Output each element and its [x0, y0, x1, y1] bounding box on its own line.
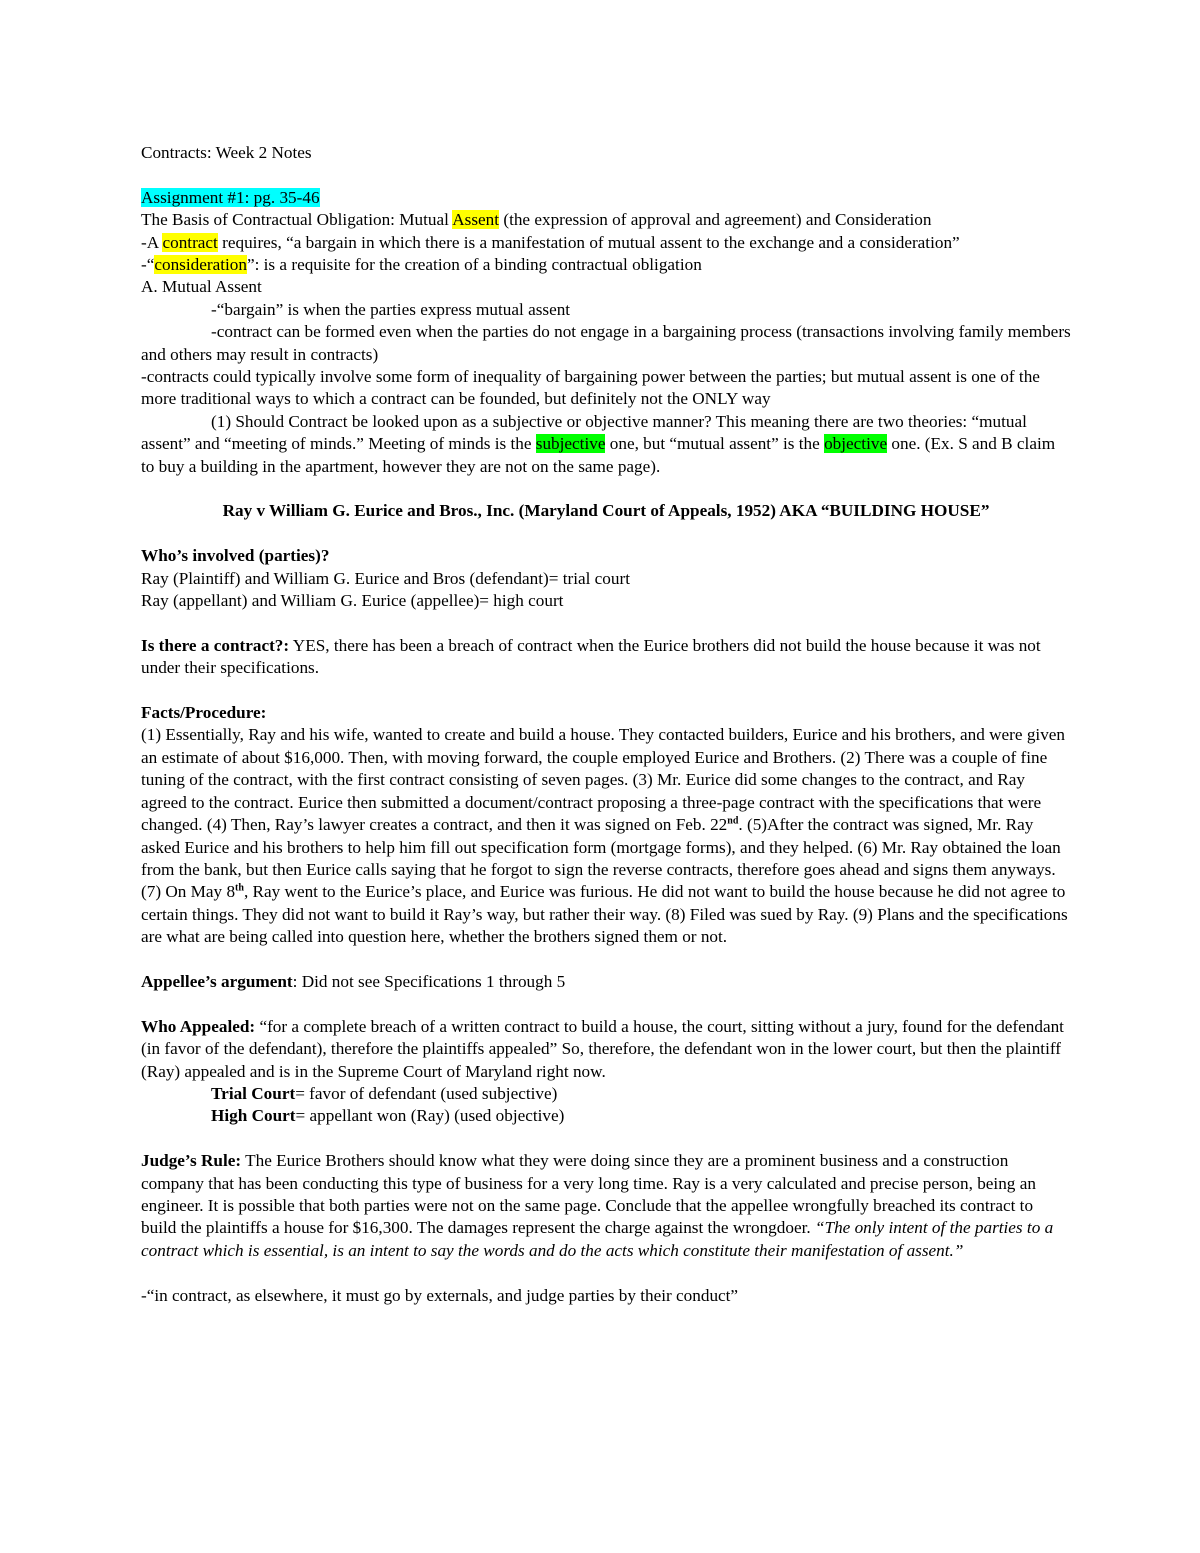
- bargain-line: -“bargain” is when the parties express mutual assent: [211, 299, 571, 319]
- trial-court-line: Trial Court= favor of defendant (used subjective): [211, 1083, 558, 1103]
- consideration-line: -“consideration”: is a requisite for the creation of a binding contractual obligation: [141, 255, 702, 275]
- inequality-line: -contracts could typically involve some form of inequality of bargaining power between the parties; but mutual assent is one of the more traditional ways to which a contract can be founded, but definitely not the ONLY way: [141, 367, 1040, 409]
- externals-line: -“in contract, as elsewhere, it must go by externals, and judge parties by their conduct”: [141, 1285, 739, 1305]
- subjective-highlight: subjective: [535, 434, 606, 454]
- who-appealed-label: Who Appealed:: [141, 1016, 256, 1036]
- parties-high: Ray (appellant) and William G. Eurice (appellee)= high court: [141, 591, 564, 611]
- judges-rule: Judge’s Rule: The Eurice Brothers should know what they were doing since they are a prominent business and a construction company that has been conducting this type of business for a very long time. Ray is a very calculated and precise person, being an engineer. It is possible that both parties were not on the same page. Conclude that the appellee wrongfully breached its contract to build the plaintiffs a house for $16,300. The damages represent the charge against the wrongdoer. “The only intent of the parties to a contract which is essential, is an intent to say the words and do the acts which constitute their manifestation of assent.”: [141, 1151, 1054, 1260]
- consideration-highlight: consideration: [154, 255, 247, 275]
- appellee-argument: Appellee’s argument: Did not see Specifications 1 through 5: [141, 971, 566, 991]
- contract-highlight: contract: [162, 232, 218, 252]
- facts-heading: Facts/Procedure:: [141, 703, 267, 723]
- case-title: Ray v William G. Eurice and Bros., Inc. (Maryland Court of Appeals, 1952) AKA “BUILDING HOUSE”: [222, 501, 990, 521]
- judges-quote: “The only intent of the parties to a contract which is essential, is an intent to say the words and do the acts which constitute their manifestation of assent.”: [141, 1218, 1054, 1260]
- basis-line: The Basis of Contractual Obligation: Mutual Assent (the expression of approval and agreement) and Consideration: [141, 210, 932, 230]
- judges-rule-label: Judge’s Rule:: [141, 1151, 242, 1171]
- facts-paragraph: (1) Essentially, Ray and his wife, wanted to create and build a house. They contacted builders, Eurice and his brothers, and were given an estimate of about $16,000. Then, with moving forward, the couple employed Eurice and Brothers. (2) There was a couple of fine tuning of the contract, with the first contract consisting of seven pages. (3) Mr. Eurice did some changes to the contract, and Ray agreed to the contract. Eurice then submitted a document/contract proposing a three-page contract with the specifications that were changed. (4) Then, Ray’s lawyer creates a contract, and then it was signed on Feb. 22nd. (5)After the contract was signed, Mr. Ray asked Eurice and his brothers to help him fill out specification form (mortgage forms), and they helped. (6) Mr. Ray obtained the loan from the bank, but then Eurice calls saying that he forgot to sign the reverse contracts, therefore goes ahead and signs them anyways. (7) On May 8th, Ray went to the Eurice’s place, and Eurice was furious. He did not want to build the house because he did not agree to certain things. They did not want to build it Ray’s way, but rather their way. (8) Filed was sued by Ray. (9) Plans and the specifications are what are being called into question here, whether the brothers signed them or not.: [141, 725, 1068, 947]
- objective-highlight: objective: [824, 434, 888, 454]
- theories-line: (1) Should Contract be looked upon as a subjective or objective manner? This meaning there are two theories: “mutual assent” and “meeting of minds.” Meeting of minds is the subjective one, but “mutual assent” is the objective one. (Ex. S and B claim to buy a building in the apartment, however they are not on the same page).: [141, 411, 1056, 476]
- contract-line: -A contract requires, “a bargain in which there is a manifestation of mutual assent to the exchange and a consideration”: [141, 232, 960, 252]
- assignment-highlight: Assignment #1: pg. 35-46: [141, 187, 320, 207]
- who-appealed: Who Appealed: “for a complete breach of a written contract to build a house, the court, sitting without a jury, found for the defendant (in favor of the defendant), therefore the plaintiffs appealed” So, therefore, the defendant won in the lower court, but then the plaintiff (Ray) appealed and is in the Supreme Court of Maryland right now.: [141, 1016, 1064, 1081]
- is-contract-label: Is there a contract?:: [141, 635, 290, 655]
- high-court-line: High Court= appellant won (Ray) (used objective): [211, 1106, 565, 1126]
- assent-highlight: Assent: [452, 210, 500, 230]
- formed-line: -contract can be formed even when the parties do not engage in a bargaining process (transactions involving family members and others may result in contracts): [141, 322, 1071, 364]
- assignment-line: [141, 187, 1071, 209]
- parties-heading: Who’s involved (parties)?: [141, 546, 330, 566]
- parties-trial: Ray (Plaintiff) and William G. Eurice and Bros (defendant)= trial court: [141, 568, 630, 588]
- appellee-label: Appellee’s argument: [141, 971, 293, 991]
- document-body: [141, 142, 1071, 1307]
- document-title: Contracts: Week 2 Notes: [141, 143, 312, 162]
- is-contract-section: Is there a contract?: YES, there has been a breach of contract when the Eurice brothers did not build the house because it was not under their specifications.: [141, 635, 1041, 678]
- mutual-assent-heading: A. Mutual Assent: [141, 277, 262, 297]
